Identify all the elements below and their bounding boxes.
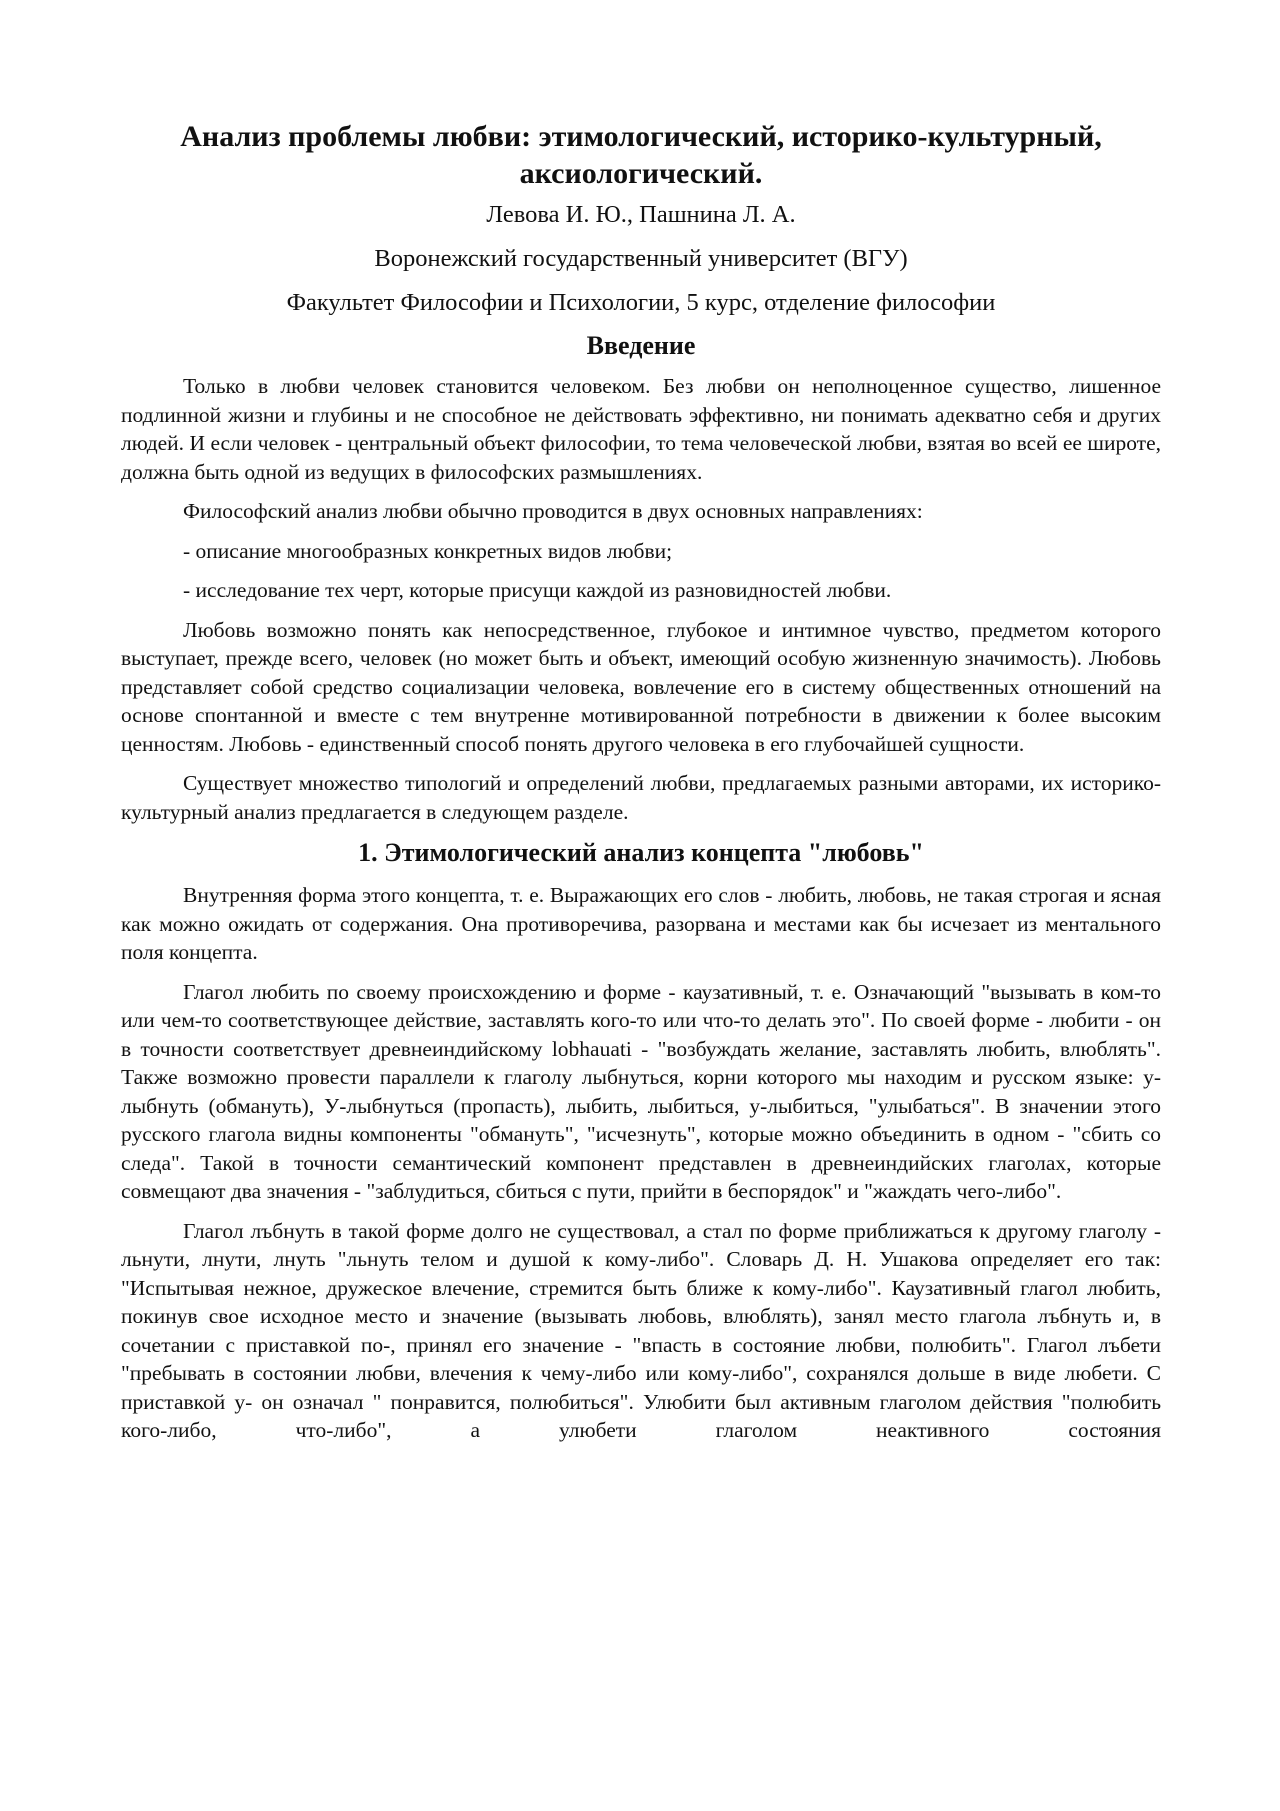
- section-1-heading: 1. Этимологический анализ концепта "любовь": [358, 838, 924, 867]
- section-1-paragraph: Внутренняя форма этого концепта, т. е. Выражающих его слов - любить, любовь, не такая строгая и ясная как можно ожидать от содержания. Она противоречива, разорвана и местами как бы исчезает из ментального поля концепта.: [121, 883, 1161, 964]
- section-1-paragraph: Глагол лъбнуть в такой форме долго не существовал, а стал по форме приближаться к другому глаголу - льнути, лнути, лнуть "льнуть телом и душой к кому-либо". Словарь Д. Н. Ушакова определяет его так: "Испытывая нежное, дружеское влечение, стремится быть ближе к кому-либо". Каузативный глагол любить, покинув свое исходное место и значение (вызывать любовь, влюблять), занял место глагола лъбнуть и, в сочетании с приставкой по-, принял его значение - "впасть в состояние любви, полюбить". Глагол лъбети "пребывать в состоянии любви, влечения к чему-либо или кому-либо", сохранялся дольше в виде любети. С приставкой у- он означал " понравится, полюбиться". Улюбити был активным глаголом действия "полюбить кого-либо, что-либо", а улюбети глаголом неактивного состояния: [121, 1218, 1161, 1442]
- affiliation: Воронежский государственный университет (ВГУ): [374, 245, 908, 272]
- section-1-paragraph: Глагол любить по своему происхождению и форме - каузативный, т. е. Означающий "вызывать в ком-то или чем-то соответствующее действие, заставлять кого-то или что-то делать это". По своей форме - любити - он в точности соответствует древнеиндийскому lobhauati - "возбуждать желание, заставлять любить, влюблять". Также возможно провести параллели к глаголу лыбнуться, корни которого мы находим и русском языке: у-лыбнуть (обмануть), У-лыбнуться (пропасть), лыбить, лыбиться, у-лыбиться, "улыбаться". В значении этого русского глагола видны компоненты "обмануть", "исчезнуть", которые можно объединить в одном - "сбить со следа". Такой в точности семантический компонент представлен в древнеиндийских глаголах, которые совмещают два значения - "заблудиться, сбиться с пути, прийти в беспорядок" и "жаждать чего-либо".: [121, 979, 1161, 1203]
- authors: Левова И. Ю., Пашнина Л. А.: [486, 201, 796, 228]
- intro-list-item: - описание многообразных конкретных видов любви;: [183, 538, 673, 563]
- intro-heading: Введение: [586, 331, 696, 360]
- intro-paragraph: Существует множество типологий и определений любви, предлагаемых разными авторами, их историко-культурный анализ предлагается в следующем разделе.: [121, 771, 1161, 824]
- faculty: Факультет Философии и Психологии, 5 курс, отделение философии: [286, 289, 996, 316]
- document-page: [121, 118, 1161, 1456]
- intro-paragraph: Только в любви человек становится человеком. Без любви он неполноценное существо, лишенное подлинной жизни и глубины и не способное не действовать эффективно, ни понимать адекватно себя и других людей. И если человек - центральный объект философии, то тема человеческой любви, взятая во всей ее широте, должна быть одной из ведущих в философских размышлениях.: [121, 374, 1161, 484]
- paper-title: Анализ проблемы любви: этимологический, историко-культурный, аксиологический.: [180, 120, 1102, 190]
- intro-paragraph: Любовь возможно понять как непосредственное, глубокое и интимное чувство, предметом которого выступает, прежде всего, человек (но может быть и объект, имеющий особую жизненную значимость). Любовь представляет собой средство социализации человека, вовлечение его в систему общественных отношений на основе спонтанной и вместе с тем внутренне мотивированной потребности в движении к более высоким ценностям. Любовь - единственный способ понять другого человека в его глубочайшей сущности.: [121, 617, 1161, 756]
- intro-paragraph: Философский анализ любви обычно проводится в двух основных направлениях:: [183, 499, 923, 523]
- intro-list-item: - исследование тех черт, которые присущи каждой из разновидностей любви.: [183, 578, 892, 602]
